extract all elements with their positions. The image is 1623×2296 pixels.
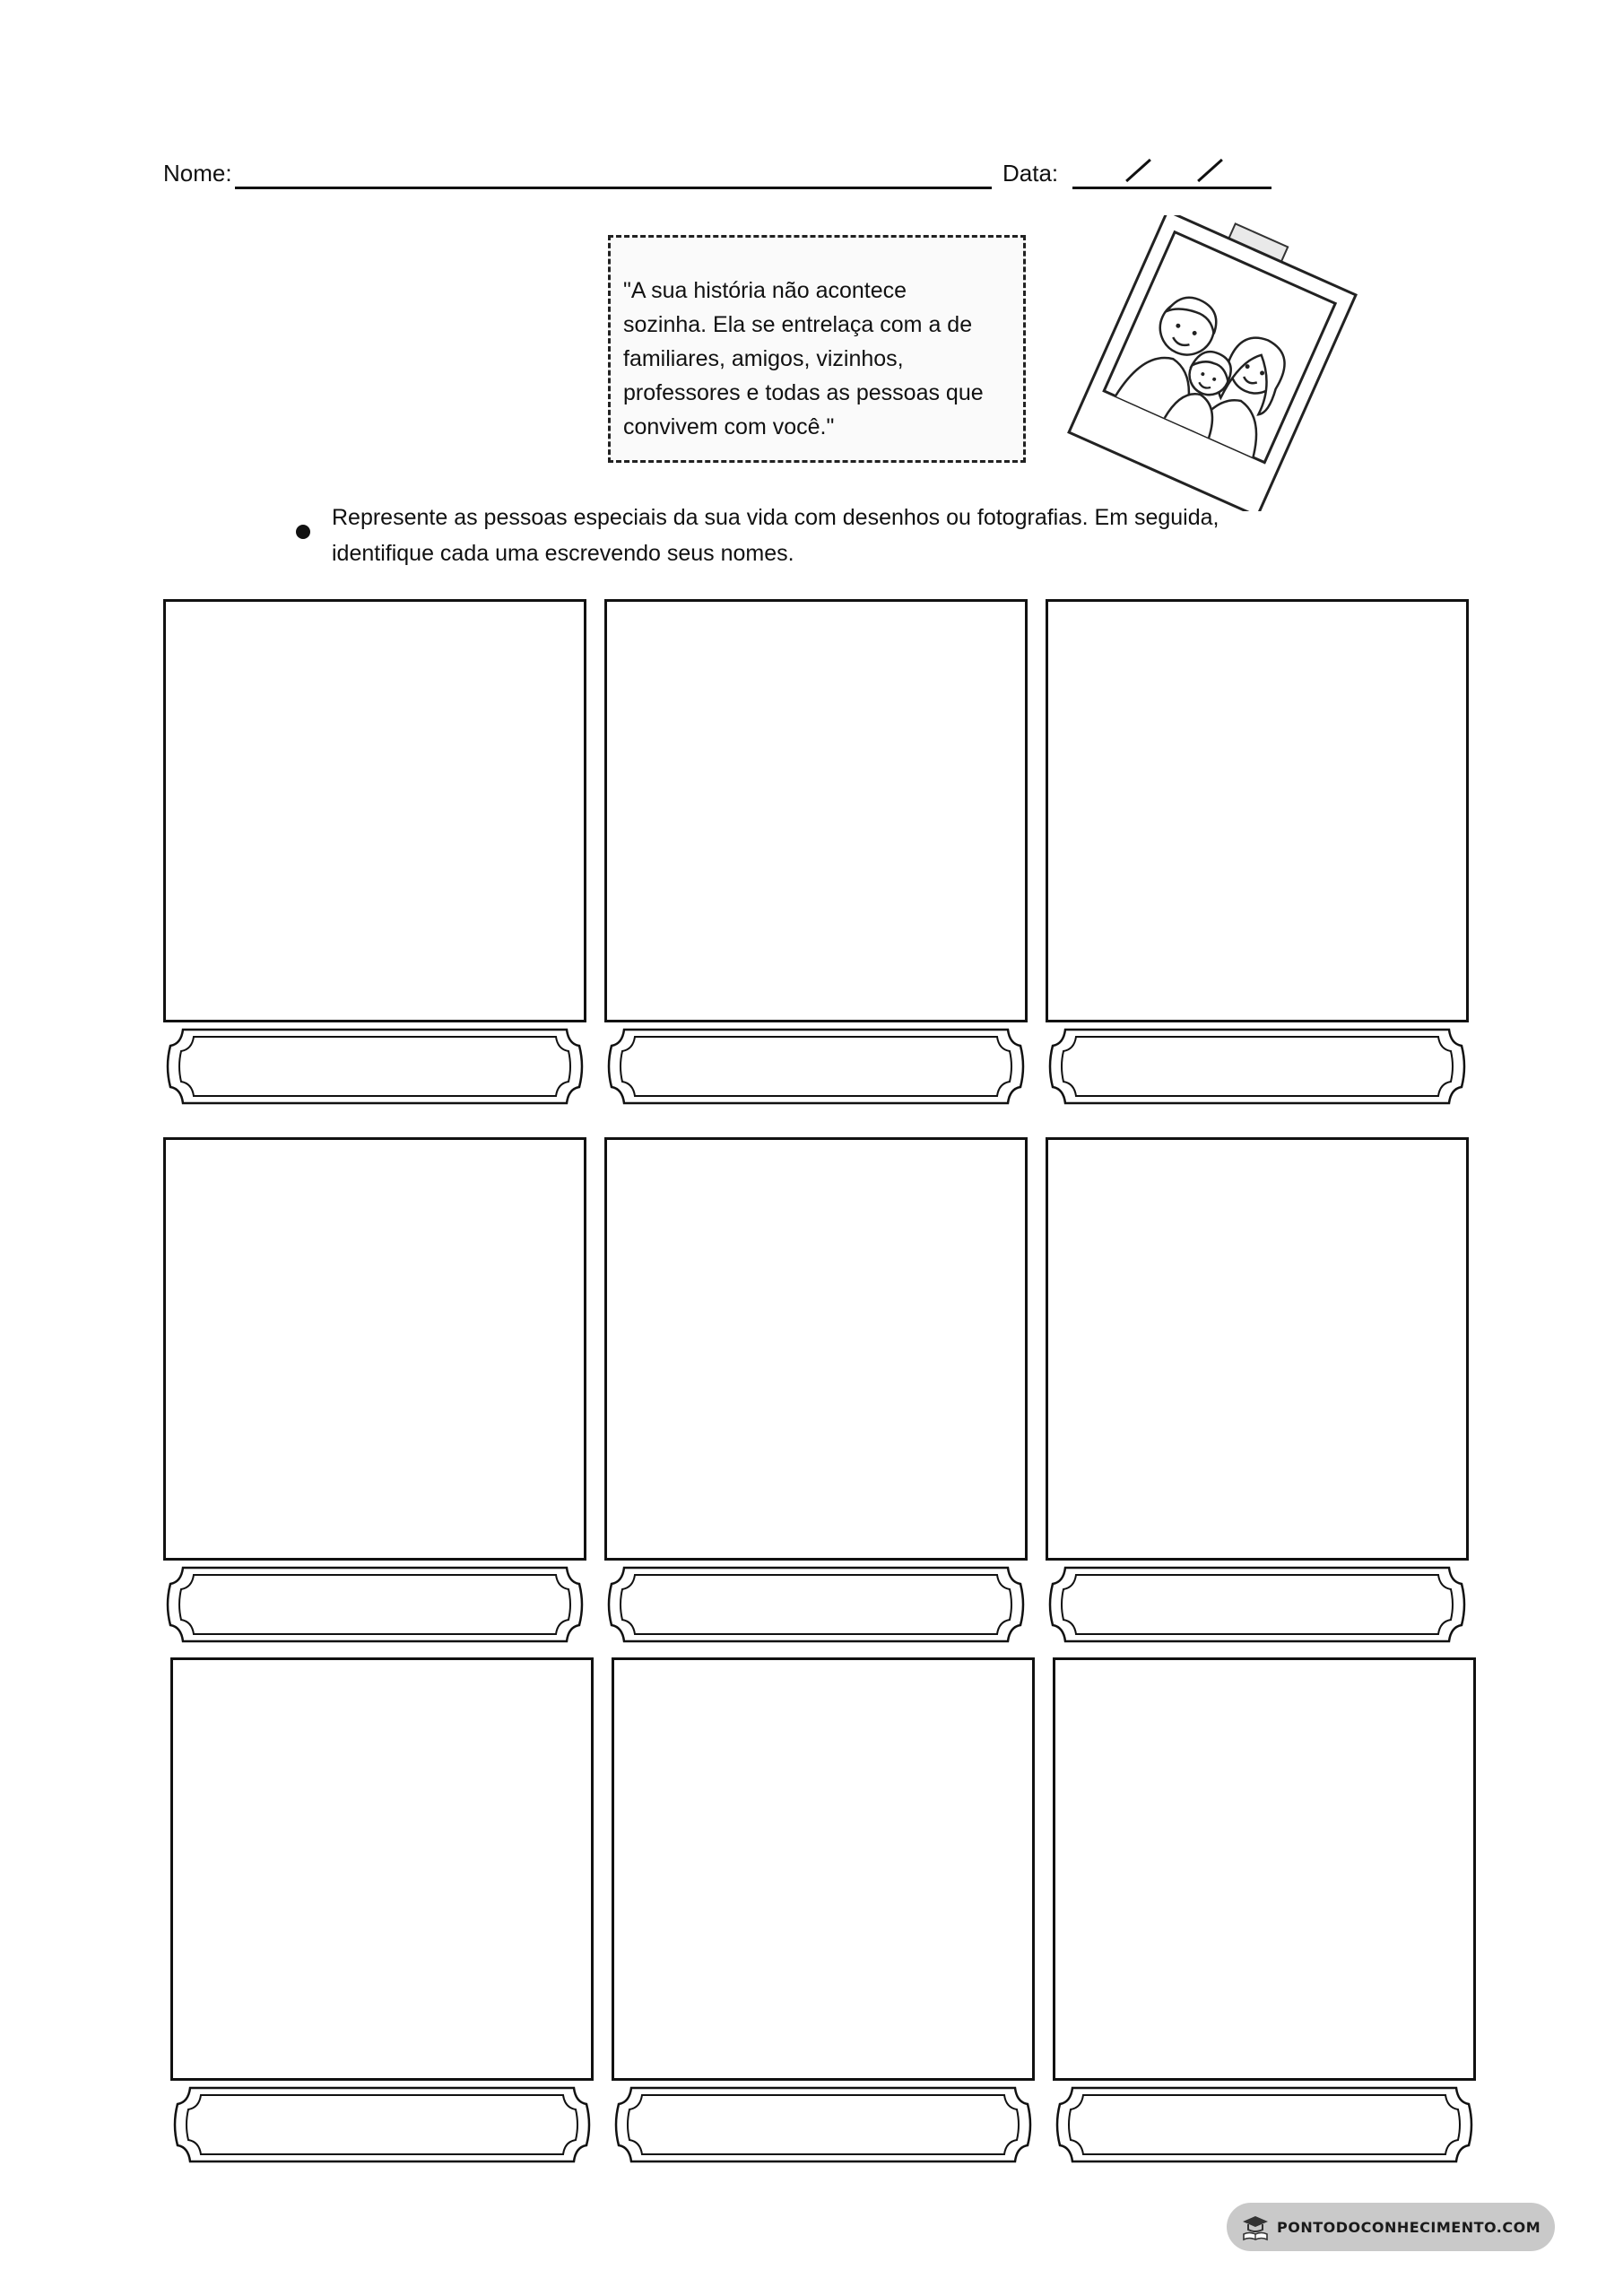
date-label: Data: bbox=[1002, 160, 1059, 187]
drawing-box-4[interactable] bbox=[163, 1137, 586, 1561]
drawing-box-3[interactable] bbox=[1046, 599, 1469, 1022]
graduation-cap-book-icon bbox=[1239, 2211, 1271, 2243]
name-plate-5[interactable] bbox=[604, 1562, 1028, 1647]
drawing-box-5[interactable] bbox=[604, 1137, 1028, 1561]
name-plate-4[interactable] bbox=[163, 1562, 586, 1647]
drawing-box-7[interactable] bbox=[170, 1657, 594, 2081]
quote-line: familiares, amigos, vizinhos, bbox=[623, 346, 904, 371]
name-label: Nome: bbox=[163, 160, 232, 187]
name-plate-6[interactable] bbox=[1046, 1562, 1469, 1647]
quote-line: sozinha. Ela se entrelaça com a de bbox=[623, 312, 973, 337]
quote-line: professores e todas as pessoas que bbox=[623, 380, 984, 405]
site-url: PONTODOCONHECIMENTO.COM bbox=[1277, 2218, 1541, 2236]
drawing-box-6[interactable] bbox=[1046, 1137, 1469, 1561]
family-photo-icon bbox=[1067, 215, 1363, 511]
name-plate-2[interactable] bbox=[604, 1024, 1028, 1109]
name-plate-9[interactable] bbox=[1053, 2083, 1476, 2167]
quote-line: "A sua história não acontece bbox=[623, 278, 907, 303]
drawing-box-8[interactable] bbox=[612, 1657, 1035, 2081]
drawing-box-1[interactable] bbox=[163, 599, 586, 1022]
date-field[interactable] bbox=[1072, 187, 1271, 189]
date-separator-2 bbox=[1197, 159, 1223, 182]
quote-box bbox=[608, 235, 1026, 463]
instruction-line: identifique cada uma escrevendo seus nomes. bbox=[332, 541, 794, 566]
quote-line: convivem com você." bbox=[623, 414, 835, 439]
name-plate-8[interactable] bbox=[612, 2083, 1035, 2167]
name-field[interactable] bbox=[235, 187, 992, 189]
drawing-box-2[interactable] bbox=[604, 599, 1028, 1022]
name-plate-1[interactable] bbox=[163, 1024, 586, 1109]
bullet-point bbox=[296, 525, 310, 539]
site-badge[interactable] bbox=[1227, 2203, 1555, 2251]
name-plate-3[interactable] bbox=[1046, 1024, 1469, 1109]
date-separator-1 bbox=[1125, 159, 1151, 182]
drawing-box-9[interactable] bbox=[1053, 1657, 1476, 2081]
instruction-line: Represente as pessoas especiais da sua vida com desenhos ou fotografias. Em seguida, bbox=[332, 505, 1219, 530]
name-plate-7[interactable] bbox=[170, 2083, 594, 2167]
